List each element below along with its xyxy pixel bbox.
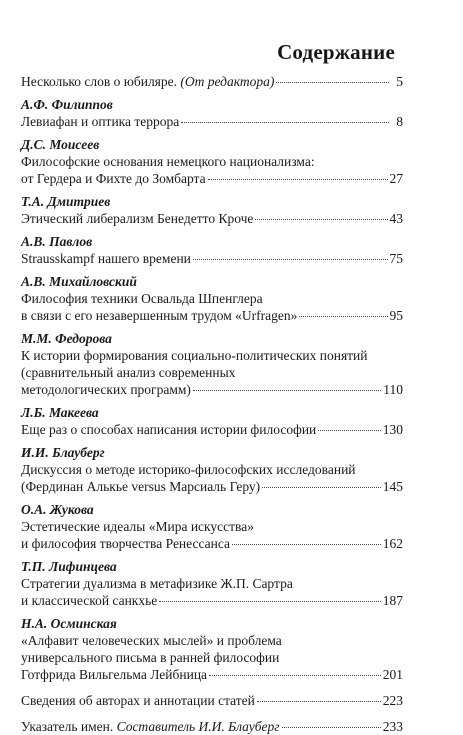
- dot-leader: [181, 122, 389, 123]
- toc-line: [21, 478, 403, 495]
- author-name: Т.А. Дмитриев: [21, 194, 111, 209]
- toc-line: [21, 421, 403, 438]
- author-name: И.И. Блауберг: [21, 445, 105, 460]
- author-name: М.М. Федорова: [21, 331, 112, 346]
- page-number: 223: [382, 693, 403, 708]
- page-number: 27: [389, 171, 403, 186]
- toc-entry-mikhailovsky: [21, 274, 403, 324]
- toc-line: [21, 692, 403, 709]
- toc-line-text: Стратегии дуализма в метафизике Ж.П. Сартра: [21, 576, 293, 591]
- dot-leader: [299, 316, 387, 317]
- toc-line: [21, 210, 403, 227]
- toc-line: [21, 535, 403, 552]
- page-number: 145: [382, 479, 403, 494]
- toc-entry-zhukova: [21, 502, 403, 552]
- toc-line-text: Этический либерализм Бенедетто Кроче: [21, 211, 254, 226]
- toc-entry-filippov: [21, 97, 403, 130]
- toc-entry-osminskaya: [21, 616, 403, 683]
- page-title: Содержание: [277, 40, 395, 64]
- author-name: А.Ф. Филиппов: [21, 97, 113, 112]
- author-name: О.А. Жукова: [21, 502, 94, 517]
- dot-leader: [209, 675, 381, 676]
- toc-line-text: (сравнительный анализ современных: [21, 365, 236, 380]
- toc-entry-moiseev: [21, 137, 403, 187]
- dot-leader: [257, 701, 381, 702]
- toc-line-text: Указатель имен. Составитель И.И. Блауберг: [21, 719, 280, 734]
- toc-line: [21, 381, 403, 398]
- author-name: Л.Б. Макеева: [21, 405, 99, 420]
- toc-entry-editor-note: [21, 73, 403, 90]
- page-number: 130: [382, 422, 403, 437]
- page-number: 43: [389, 211, 403, 226]
- page-number: 8: [396, 114, 403, 129]
- toc-line-text: Левиафан и оптика террора: [21, 114, 180, 129]
- toc-line-text: методологических программ): [21, 382, 191, 397]
- toc-entry-blauberg: [21, 445, 403, 495]
- toc-line-text: Готфрида Вильгельма Лейбница: [21, 667, 208, 682]
- toc-line-text: и философия творчества Ренессанса: [21, 536, 230, 551]
- toc-entry-authors-info: [21, 692, 403, 709]
- dot-leader: [159, 601, 380, 602]
- page-number: 233: [382, 719, 403, 734]
- toc-line: [21, 170, 403, 187]
- dot-leader: [276, 82, 389, 83]
- page-number: 201: [382, 667, 403, 682]
- toc-line-text: Несколько слов о юбиляре. (От редактора): [21, 74, 275, 89]
- author-name: А.В. Павлов: [21, 234, 93, 249]
- toc-line-text: Еще раз о способах написания истории философии: [21, 422, 317, 437]
- toc-line: [21, 250, 403, 267]
- page-number: 187: [382, 593, 403, 608]
- toc-entry-fedorova: [21, 331, 403, 398]
- toc-line-text: универсального письма в ранней философии: [21, 650, 280, 665]
- dot-leader: [232, 544, 381, 545]
- toc-line-suffix: Составитель И.И. Блауберг: [116, 719, 280, 734]
- toc-line-text: (Фердинан Алькье versus Марсиаль Геру): [21, 479, 261, 494]
- toc-line-text: «Алфавит человеческих мыслей» и проблема: [21, 633, 282, 648]
- toc-line: [21, 73, 403, 90]
- dot-leader: [255, 219, 387, 220]
- toc-line: [21, 113, 403, 130]
- toc-line: [21, 718, 403, 735]
- author-name: Т.П. Лифинцева: [21, 559, 117, 574]
- dot-leader: [193, 390, 381, 391]
- page-number: 75: [389, 251, 403, 266]
- toc-line-text: Философия техники Освальда Шпенглера: [21, 291, 263, 306]
- toc-entry-lifintseva: [21, 559, 403, 609]
- toc-line-text: Эстетические идеалы «Мира искусства»: [21, 519, 254, 534]
- toc-line-text: Дискуссия о методе историко-философских исследований: [21, 462, 356, 477]
- toc-entry-pavlov: [21, 234, 403, 267]
- toc-entry-dmitriev: [21, 194, 403, 227]
- toc-entry-name-index: [21, 718, 403, 735]
- page-number: 110: [383, 382, 403, 397]
- dot-leader: [193, 259, 388, 260]
- toc-line-text: и классической санкхье: [21, 593, 158, 608]
- toc-entry-makeeva: [21, 405, 403, 438]
- page-number: 5: [396, 74, 403, 89]
- author-name: Д.С. Моисеев: [21, 137, 100, 152]
- toc-line-suffix: (От редактора): [180, 74, 275, 89]
- dot-leader: [318, 430, 380, 431]
- toc-line-text: Strausskampf нашего времени: [21, 251, 191, 266]
- toc-line: [21, 307, 403, 324]
- toc-line: [21, 592, 403, 609]
- toc-line-text: К истории формирования социально-политических понятий: [21, 348, 368, 363]
- author-name: Н.А. Осминская: [21, 616, 117, 631]
- toc-line-text: Сведения об авторах и аннотации статей: [21, 693, 255, 708]
- toc-line: [21, 666, 403, 683]
- toc-line-text: от Гердера и Фихте до Зомбарта: [21, 171, 206, 186]
- dot-leader: [282, 727, 381, 728]
- toc-line-text: в связи с его незавершенным трудом «Urfragen»: [21, 308, 298, 323]
- table-of-contents: [21, 73, 403, 735]
- page-number: 162: [382, 536, 403, 551]
- dot-leader: [208, 179, 388, 180]
- toc-line-text: Философские основания немецкого национализма:: [21, 154, 315, 169]
- author-name: А.В. Михайловский: [21, 274, 137, 289]
- dot-leader: [262, 487, 381, 488]
- page-number: 95: [389, 308, 403, 323]
